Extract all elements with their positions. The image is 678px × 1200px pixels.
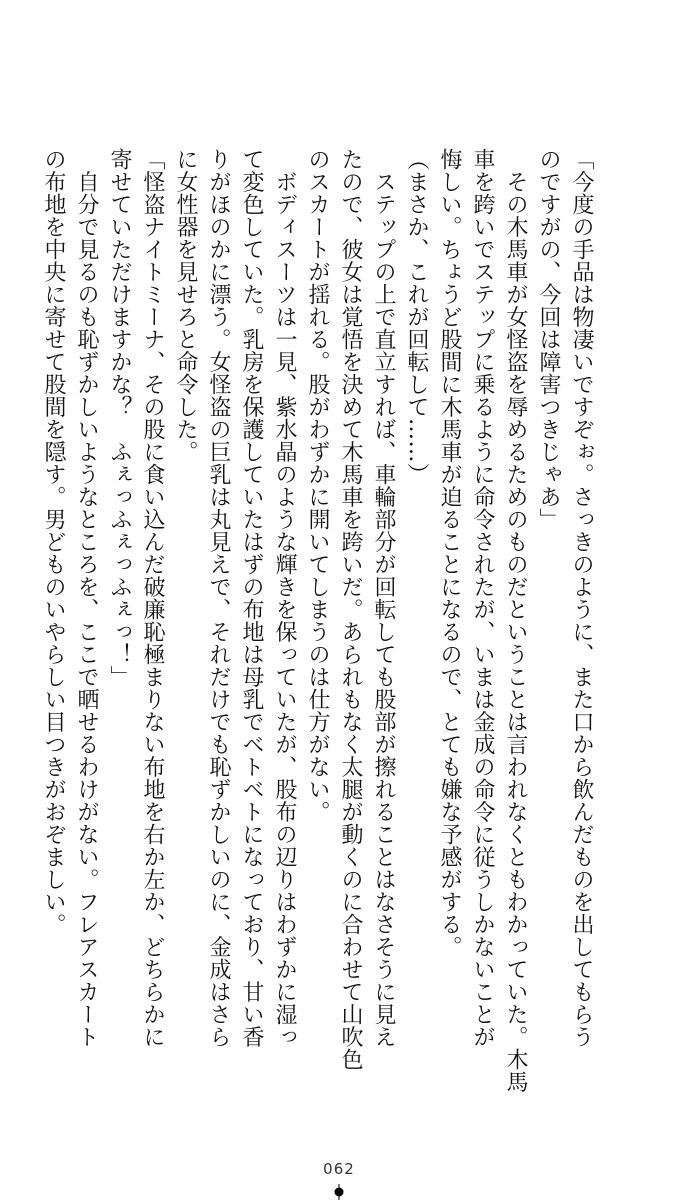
text-line: て変色していた。乳房を保護していたはずの布地は母乳でベトベトになっており、甘い香 xyxy=(239,148,264,1048)
text-line: （まさか、これが回転して……） xyxy=(404,148,429,486)
text-line: たので、彼女は覚悟を決めて木馬車を跨いだ。あられもなく太腿が動くのに合わせて山吹色 xyxy=(338,148,363,1071)
page-number: 062 xyxy=(323,1160,355,1178)
text-line: その木馬車が女怪盗を辱めるためのものだということは言われなくともわかっていた。木馬 xyxy=(503,148,528,1093)
text-line: ボディスーツは一見、紫水晶のような輝きを保っていたが、股布の辺りはわずかに湿っ xyxy=(272,148,297,1048)
text-line: 「今度の手品は物凄いですぞぉ。さっきのように、また口から飲んだものを出してもらう xyxy=(569,148,594,1048)
page-marker-icon xyxy=(333,1184,345,1200)
text-line: 「怪盗ナイトミーナ、その股に食い込んだ破廉恥極まりない布地を右か左か、どちらかに xyxy=(140,148,165,1048)
text-line: の布地を中央に寄せて股間を隠す。男どものいやらしい目つきがおぞましい。 xyxy=(41,148,66,936)
text-line: 悔しい。ちょうど股間に木馬車が迫ることになるので、とても嫌な予感がする。 xyxy=(437,148,462,958)
text-line: ステップの上で直立すれば、車輪部分が回転しても股部が擦れることはなさそうに見え xyxy=(371,148,396,1048)
text-line: に女性器を見せろと命令した。 xyxy=(173,148,198,463)
text-line: りがほのかに漂う。女怪盗の巨乳は丸見えで、それだけでも恥ずかしいのに、金成はさら xyxy=(206,148,231,1048)
text-line: 自分で見るのも恥ずかしいようなところを、ここで晒せるわけがない。フレアスカート xyxy=(74,148,99,1048)
text-line: 寄せていただけますかな？ ふぇっふぇっふぇっ！」 xyxy=(107,148,132,688)
text-line: のですがの、今回は障害つきじゃあ」 xyxy=(536,148,561,531)
vertical-text-body xyxy=(37,148,598,1093)
text-line: のスカートが揺れる。股がわずかに開いてしまうのは仕方がない。 xyxy=(305,148,330,823)
text-line: 車を跨いでステップに乗るように命令されたが、いまは金成の命令に従うしかないことが xyxy=(470,148,495,1048)
